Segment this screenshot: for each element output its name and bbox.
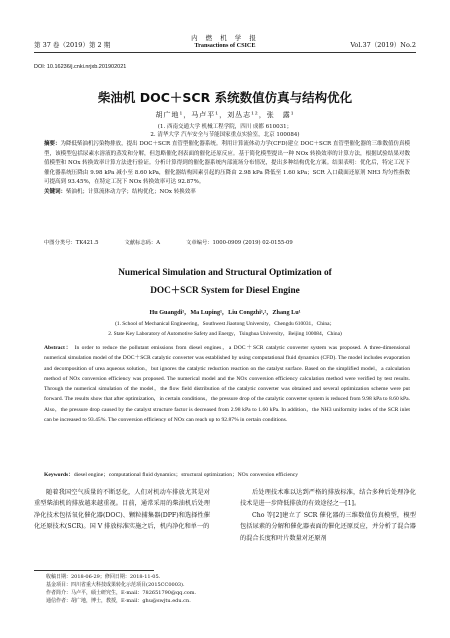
doi: DOI: 10.16236/j.cnki.nrjxb.201902021 — [34, 64, 127, 70]
english-authors: Hu Guangdi¹，Ma Luping¹，Liu Congzhi¹,²，Zhang Lu¹ — [149, 309, 301, 316]
english-abstract — [44, 343, 410, 425]
volume-issue-cn: 第 37 卷（2019）第 2 期 — [34, 41, 111, 49]
chinese-abstract-label: 摘要： — [44, 141, 61, 147]
document-code: 文献标志码：A — [124, 240, 161, 246]
clc-number: 中图分类号：TK421.5 — [44, 240, 99, 246]
footnote-rule — [34, 570, 154, 571]
footnote — [46, 573, 426, 605]
english-keywords: diesel engine；computational fluid dynamics；structural optimization；NOx conversion efficiency — [73, 472, 299, 478]
footnote-fund: 基金项目：四川省重大科技成果转化示范项目(2015CC0003). — [46, 582, 185, 588]
running-header — [0, 0, 450, 56]
english-keywords-block — [44, 470, 410, 478]
body-paragraph: 后处理技术难以达到严格的排放标准，结合多种后处理净化技术是进一步降低排放的有效途径之一[1]。 — [240, 489, 416, 508]
chinese-authors: 胡广地¹，马卢平¹，刘丛志¹²，张 露¹ — [155, 111, 295, 119]
chinese-affiliation-2: 2. 清华大学 汽车安全与节能国家重点实验室，北京 100084) — [150, 132, 300, 138]
english-abstract-text: In order to reduce the pollutant emissions from diesel engines，a DOC＋SCR catalytic converter system was proposed. A three-dimensional numerical simulation model of the DOC＋SCR catalytic converter was established by using computational fluid dynamics (CFD). The model includes evaporation and decomposition of urea aqueous solution，but ignores the catalytic reduction reaction on the catalyst surface. Based on the simplified model，a calculation method of NOx conversion efficiency was proposed. The numerical model and the NOx conversion efficiency calculation method were verified by test results. Through the numerical simulation of the model，the flow field distribution of the catalytic converter was obtained and several optimization scheme were put forward. The results show that after optimization，in certain conditions，the pressure drop of the catalytic converter system is reduced from 9.98 kPa to 8.60 kPa. Also，the pressure drop caused by the catalyst structure factor is decreased from 2.98 kPa to 1.60 kPa. In addition，the NH3 uniformity index of the SCR inlet can be increased to 93.45%. The conversion efficiency of NOx can reach up to 92.87% in certain conditions. — [44, 345, 410, 424]
english-title-line-1: Numerical Simulation and Structural Optimization of — [118, 268, 332, 278]
english-affiliation-1: (1. School of Mechanical Engineering，Southwest Jiaotong University，Chengdu 610031，China； — [115, 321, 335, 327]
english-title-line-2: DOC＋SCR System for Diesel Engine — [150, 286, 300, 296]
english-affiliation-2: 2. State Key Laboratory of Automotive Safety and Energy，Tsinghua University，Beijing 100084，China) — [108, 331, 342, 337]
body-column-right — [240, 487, 416, 544]
chinese-title: 柴油机 DOC＋SCR 系统数值仿真与结构优化 — [97, 90, 353, 105]
english-keywords-label: Keywords： — [44, 472, 74, 478]
footnote-corresponding: 通信作者：胡广地，博士，教授，E-mail：ghu@swjtu.edu.cn. — [46, 598, 191, 604]
chinese-abstract-text: 为降低柴油机污染物排放，提出 DOC＋SCR 直管型催化器系统。利用计算流体动力学(CFD)建立 DOC＋SCR 直管型催化器的三维数值仿真模型，该模型包括尿素水溶液的蒸发和分解，但忽略催化剂表面的催化还原反应。基于简化模型提出一种 NOx 转换效率的计算方法，根据试验结果对数值模型和 NOx 转换效率计算方法进行验证。分析计算得到的催化器系统内部流场分布情况，提出多种结构优化方案。结果表明：优化后，特定工况下催化器系统压降由 9.98 kPa 减小至 8.60 kPa，催化器结构因素引起的压降由 2.98 kPa 降低至 1.60 kPa；SCR 入口截面还原剂 NH3 均匀性指数可提高到 93.45%，在特定工况下 NOx 转换效率可达 92.87%。 — [44, 141, 410, 186]
body-paragraph: Cho 等[2]建立了 SCR 催化器的三维数值仿真模型，模型包括尿素的分解和催化器表面的催化还原反应，并分析了混合器的混合长度和叶片数量对还原剂 — [240, 511, 416, 542]
chinese-affiliation-1: (1. 西南交通大学 机械工程学院，四川 成都 610031； — [157, 124, 293, 130]
journal-name-cn: 内 燃 机 学 报 — [191, 34, 259, 42]
article-number: 文章编号：1000-0909 (2019) 02-0155-09 — [186, 240, 293, 246]
body-column-left: 随着我国空气质量的不断恶化，人们对机动车排放尤其是对重型柴油机的排放越来越重视。目前，通常采用的柴油机后处理净化技术包括氧化催化器(DOC)、颗粒捕集器(DPF)和选择性催化还原技术(SCR)。国 V 排放标准实施之后，机内净化和单一的 — [34, 489, 210, 531]
english-abstract-label: Abstract： — [44, 345, 73, 351]
footnote-received: 收稿日期：2018-06-29；修回日期：2018-11-05. — [46, 574, 161, 580]
chinese-keywords-label: 关键词： — [44, 188, 67, 195]
chinese-keywords: 柴油机；计算流体动力学；结构优化；NOx 转换效率 — [66, 188, 196, 195]
classification-row — [44, 238, 410, 246]
journal-name-en: Transactions of CSICE — [194, 42, 256, 49]
header-rule — [34, 52, 416, 53]
volume-issue-en: Vol.37（2019）No.2 — [350, 41, 416, 49]
chinese-abstract — [44, 140, 410, 198]
footnote-author: 作者简介：马卢平，硕士研究生，E-mail：782651790@qq.com. — [46, 590, 197, 596]
